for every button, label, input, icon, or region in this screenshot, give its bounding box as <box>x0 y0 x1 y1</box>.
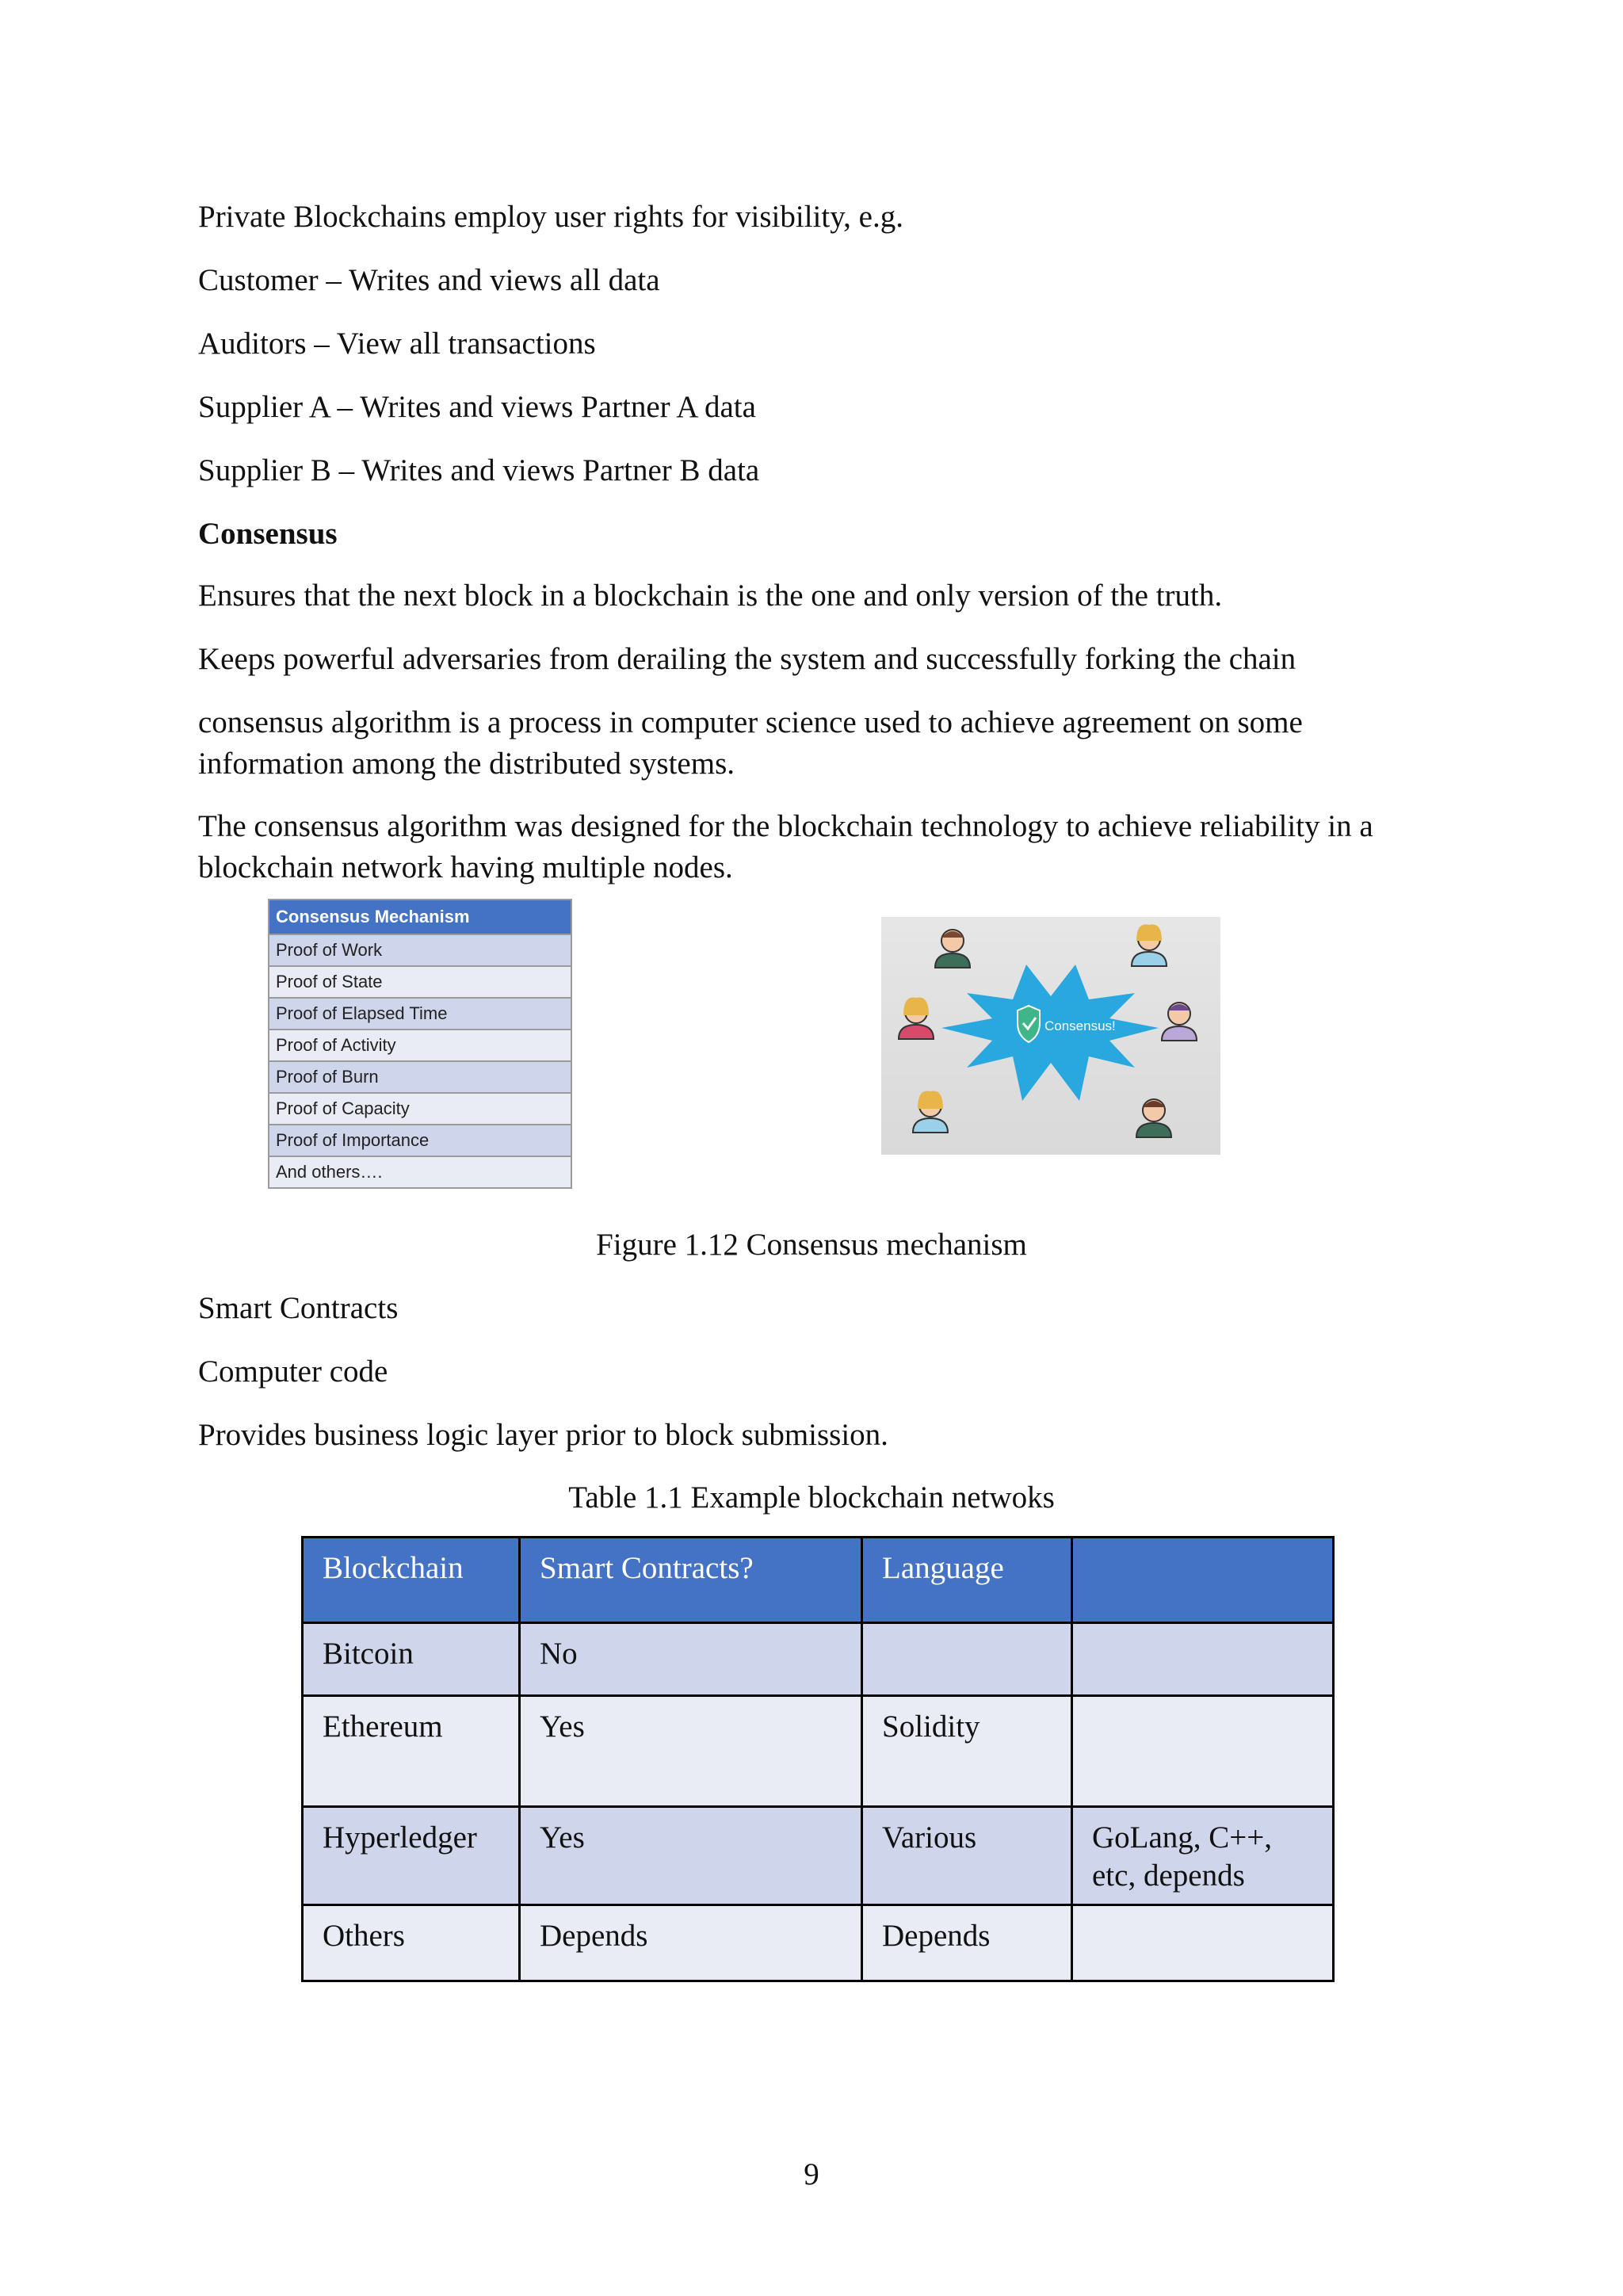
page-number: 9 <box>804 2157 819 2191</box>
header-cell <box>1072 1538 1334 1623</box>
mechanism-header: Consensus Mechanism <box>269 900 571 935</box>
mechanism-item: And others…. <box>269 1157 571 1187</box>
person-icon <box>935 930 970 968</box>
text-line: Supplier A – Writes and views Partner A data <box>198 390 756 424</box>
text-line: Provides business logic layer prior to block submission. <box>198 1418 888 1452</box>
mechanism-item: Proof of State <box>269 967 571 999</box>
consensus-illustration <box>881 917 1220 1155</box>
text-line: Customer – Writes and views all data <box>198 263 660 297</box>
mechanism-item: Proof of Capacity <box>269 1094 571 1125</box>
person-icon <box>899 997 934 1039</box>
table-row <box>303 1807 1334 1905</box>
table-cell: Solidity <box>862 1696 1072 1807</box>
text-line: Auditors – View all transactions <box>198 327 596 361</box>
mechanism-item: Proof of Work <box>269 935 571 967</box>
section-heading: Consensus <box>198 517 338 551</box>
table-row <box>303 1696 1334 1807</box>
table-cell <box>1072 1905 1334 1981</box>
paragraph: The consensus algorithm was designed for the blockchain technology to achieve reliability in a blockchain network having multiple nodes. <box>198 809 1373 884</box>
table-header-row <box>303 1538 1334 1623</box>
header-cell: Language <box>862 1538 1072 1623</box>
text-line: Keeps powerful adversaries from derailing the system and successfully forking the chain <box>198 642 1296 676</box>
table-cell: Yes <box>520 1696 862 1807</box>
text-line: Private Blockchains employ user rights for visibility, e.g. <box>198 200 903 234</box>
blockchain-networks-table <box>301 1536 1335 1982</box>
table-cell: Various <box>862 1807 1072 1905</box>
consensus-mechanism-table-image <box>268 899 572 1189</box>
person-icon <box>1162 1003 1197 1041</box>
text-line: Ensures that the next block in a blockchain is the one and only version of the truth. <box>198 579 1223 613</box>
table-cell: Others <box>303 1905 520 1981</box>
person-icon <box>1136 1099 1171 1137</box>
header-cell: Smart Contracts? <box>520 1538 862 1623</box>
header-cell: Blockchain <box>303 1538 520 1623</box>
text-line: Smart Contracts <box>198 1291 399 1325</box>
table-cell: Yes <box>520 1807 862 1905</box>
table-cell <box>1072 1623 1334 1696</box>
mechanism-item: Proof of Importance <box>269 1125 571 1157</box>
text-line: Supplier B – Writes and views Partner B data <box>198 453 760 487</box>
table-row <box>303 1905 1334 1981</box>
person-icon <box>1132 924 1167 966</box>
table-cell: GoLang, C++, etc, depends <box>1072 1807 1334 1905</box>
table-cell: Depends <box>862 1905 1072 1981</box>
table-cell: Depends <box>520 1905 862 1981</box>
mechanism-item: Proof of Elapsed Time <box>269 999 571 1030</box>
table-row <box>303 1623 1334 1696</box>
figure-caption: Figure 1.12 Consensus mechanism <box>596 1228 1027 1262</box>
mechanism-item: Proof of Activity <box>269 1030 571 1062</box>
table-cell: Hyperledger <box>303 1807 520 1905</box>
person-icon <box>913 1091 948 1133</box>
mechanism-item: Proof of Burn <box>269 1062 571 1094</box>
consensus-label: Consensus! <box>1044 1018 1116 1033</box>
table-cell: Bitcoin <box>303 1623 520 1696</box>
table-cell: No <box>520 1623 862 1696</box>
table-cell <box>1072 1696 1334 1807</box>
paragraph: consensus algorithm is a process in computer science used to achieve agreement on some information among the distributed systems. <box>198 705 1303 781</box>
text-line: Computer code <box>198 1354 388 1389</box>
table-cell: Ethereum <box>303 1696 520 1807</box>
table-cell <box>862 1623 1072 1696</box>
table-caption: Table 1.1 Example blockchain netwoks <box>568 1480 1055 1515</box>
